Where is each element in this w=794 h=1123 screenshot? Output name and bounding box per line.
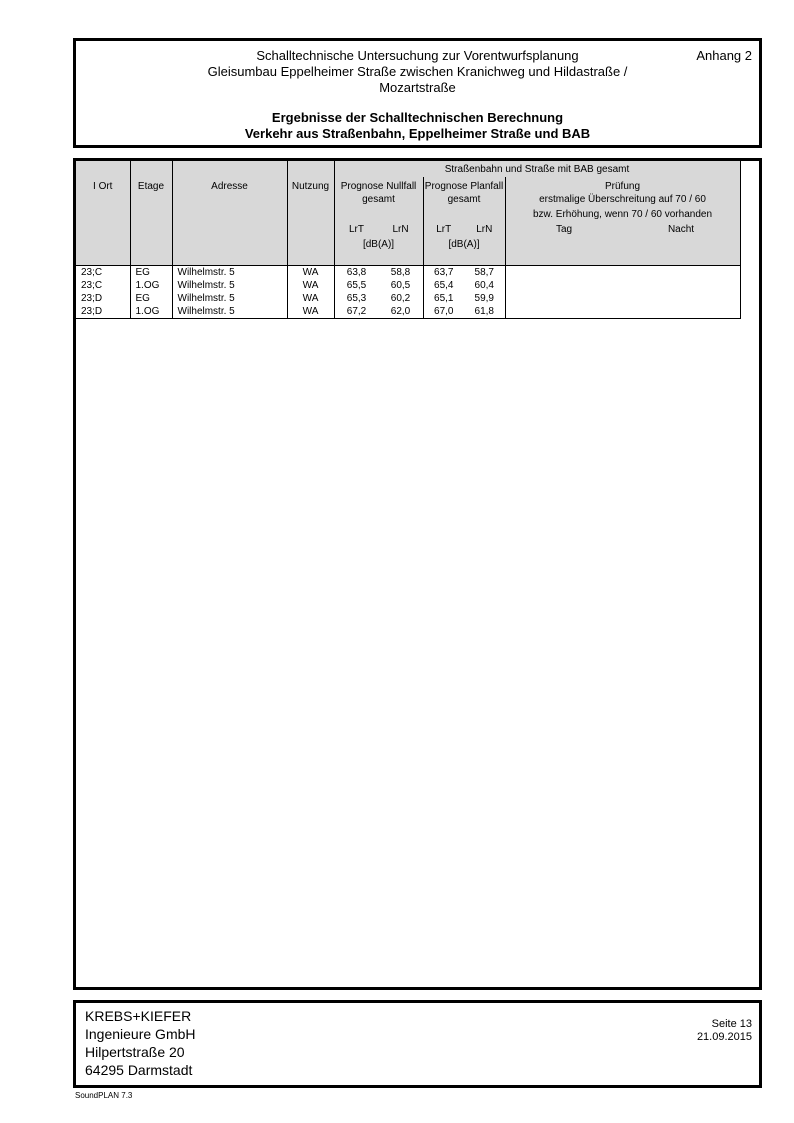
- cell-etage: 1.OG: [130, 279, 172, 292]
- subtitle-line-2: Verkehr aus Straßenbahn, Eppelheimer Straße und BAB: [244, 126, 591, 141]
- cell-adresse: Wilhelmstr. 5: [172, 292, 287, 305]
- cell-adresse: Wilhelmstr. 5: [172, 265, 287, 279]
- cell-nutzung: WA: [287, 279, 334, 292]
- report-title: [76, 41, 759, 96]
- cell-adresse: Wilhelmstr. 5: [172, 305, 287, 319]
- pruefung-sub-headers: [506, 222, 740, 237]
- value-null-lrt: 63,8: [346, 266, 367, 278]
- value-plan-lrn: 59,9: [474, 292, 494, 304]
- value-null-lrt: 65,3: [346, 292, 367, 304]
- cell-etage: 1.OG: [130, 305, 172, 319]
- value-plan-lrt: 65,4: [434, 279, 454, 291]
- annex-label: Anhang 2: [696, 48, 752, 63]
- document-footer-box: [73, 1000, 762, 1088]
- cell-nullfall: [334, 305, 423, 319]
- planfall-lrn-label: LrN: [476, 224, 493, 235]
- results-table-body: [76, 265, 740, 318]
- report-date: 21.09.2015: [696, 1031, 752, 1043]
- cell-ort: 23;C: [76, 279, 130, 292]
- results-table-header: [76, 161, 740, 265]
- column-header-adresse: Adresse: [172, 177, 287, 265]
- value-null-lrn: 60,5: [390, 279, 411, 291]
- value-null-lrn: 62,0: [390, 305, 411, 317]
- value-null-lrt: 67,2: [346, 305, 367, 317]
- cell-nullfall: [334, 292, 423, 305]
- column-header-row: [76, 177, 740, 265]
- column-header-prognose-nullfall: Prognose Nullfall gesamt LrT LrN [dB(A)]: [334, 177, 423, 265]
- page-number: Seite 13: [711, 1018, 752, 1030]
- spacer-cell: [172, 161, 287, 177]
- company-city: 64295 Darmstadt: [85, 1062, 193, 1078]
- subtitle-line-1: Ergebnisse der Schalltechnischen Berechnung: [271, 110, 564, 125]
- table-row: [76, 305, 740, 319]
- cell-pruefung: [505, 265, 740, 279]
- value-null-lrt: 65,5: [346, 279, 367, 291]
- cell-etage: EG: [130, 292, 172, 305]
- cell-nutzung: WA: [287, 305, 334, 319]
- value-plan-lrn: 58,7: [474, 266, 494, 278]
- cell-planfall: [423, 279, 505, 292]
- table-row: [76, 292, 740, 305]
- planfall-sub-headers: [424, 222, 505, 237]
- company-name: KREBS+KIEFER: [85, 1008, 192, 1024]
- tag-label: Tag: [555, 224, 573, 235]
- company-type: Ingenieure GmbH: [85, 1026, 196, 1042]
- value-plan-lrn: 61,8: [474, 305, 494, 317]
- planfall-unit-label: [dB(A)]: [448, 239, 480, 250]
- document-header-box: [73, 38, 762, 148]
- column-header-ort: I Ort: [76, 177, 130, 265]
- cell-ort: 23;D: [76, 292, 130, 305]
- nullfall-unit-label: [dB(A)]: [362, 239, 395, 250]
- value-null-lrn: 58,8: [390, 266, 411, 278]
- planfall-lrt-label: LrT: [436, 224, 452, 235]
- cell-ort: 23;C: [76, 265, 130, 279]
- value-plan-lrt: 67,0: [434, 305, 454, 317]
- nullfall-sub-headers: [335, 222, 423, 237]
- cell-adresse: Wilhelmstr. 5: [172, 279, 287, 292]
- column-header-pruefung: Prüfung erstmalige Überschreitung auf 70 / 60 bzw. Erhöhung, wenn 70 / 60 vorhanden Tag Nacht: [505, 177, 740, 265]
- nullfall-lrn-label: LrN: [392, 224, 409, 235]
- software-version-note: SoundPLAN 7.3: [75, 1091, 133, 1100]
- cell-planfall: [423, 265, 505, 279]
- nacht-label: Nacht: [667, 224, 695, 235]
- nullfall-lrt-label: LrT: [349, 224, 364, 235]
- title-line-2: Gleisumbau Eppelheimer Straße zwischen Kranichweg und Hildastraße /: [207, 64, 628, 79]
- cell-planfall: [423, 305, 505, 319]
- title-line-3: Mozartstraße: [379, 80, 456, 95]
- column-header-prognose-planfall: Prognose Planfall gesamt LrT LrN [dB(A)]: [423, 177, 505, 265]
- cell-nullfall: [334, 265, 423, 279]
- company-address-block: [85, 1007, 196, 1079]
- spacer-cell: [130, 161, 172, 177]
- cell-ort: 23;D: [76, 305, 130, 319]
- cell-pruefung: [505, 292, 740, 305]
- value-plan-lrt: 63,7: [434, 266, 454, 278]
- report-subtitle: [76, 110, 759, 142]
- value-plan-lrn: 60,4: [474, 279, 494, 291]
- cell-nutzung: WA: [287, 265, 334, 279]
- group-header-cell: Straßenbahn und Straße mit BAB gesamt: [334, 161, 740, 177]
- results-content-box: [73, 158, 762, 990]
- page-info-block: [697, 1018, 752, 1044]
- spacer-cell: [76, 161, 130, 177]
- spacer-cell: [287, 161, 334, 177]
- spacer-line: [335, 207, 423, 222]
- spacer-line: [424, 207, 505, 222]
- results-table: [76, 161, 741, 319]
- cell-pruefung: [505, 305, 740, 319]
- cell-nutzung: WA: [287, 292, 334, 305]
- company-street: Hilpertstraße 20: [85, 1044, 185, 1060]
- value-plan-lrt: 65,1: [434, 292, 454, 304]
- table-row: [76, 279, 740, 292]
- group-header-row: [76, 161, 740, 177]
- cell-planfall: [423, 292, 505, 305]
- value-null-lrn: 60,2: [390, 292, 411, 304]
- cell-nullfall: [334, 279, 423, 292]
- column-header-nutzung: Nutzung: [287, 177, 334, 265]
- table-row: [76, 265, 740, 279]
- cell-pruefung: [505, 279, 740, 292]
- column-header-etage: Etage: [130, 177, 172, 265]
- title-line-1: Schalltechnische Untersuchung zur Vorentwurfsplanung: [256, 48, 579, 63]
- cell-etage: EG: [130, 265, 172, 279]
